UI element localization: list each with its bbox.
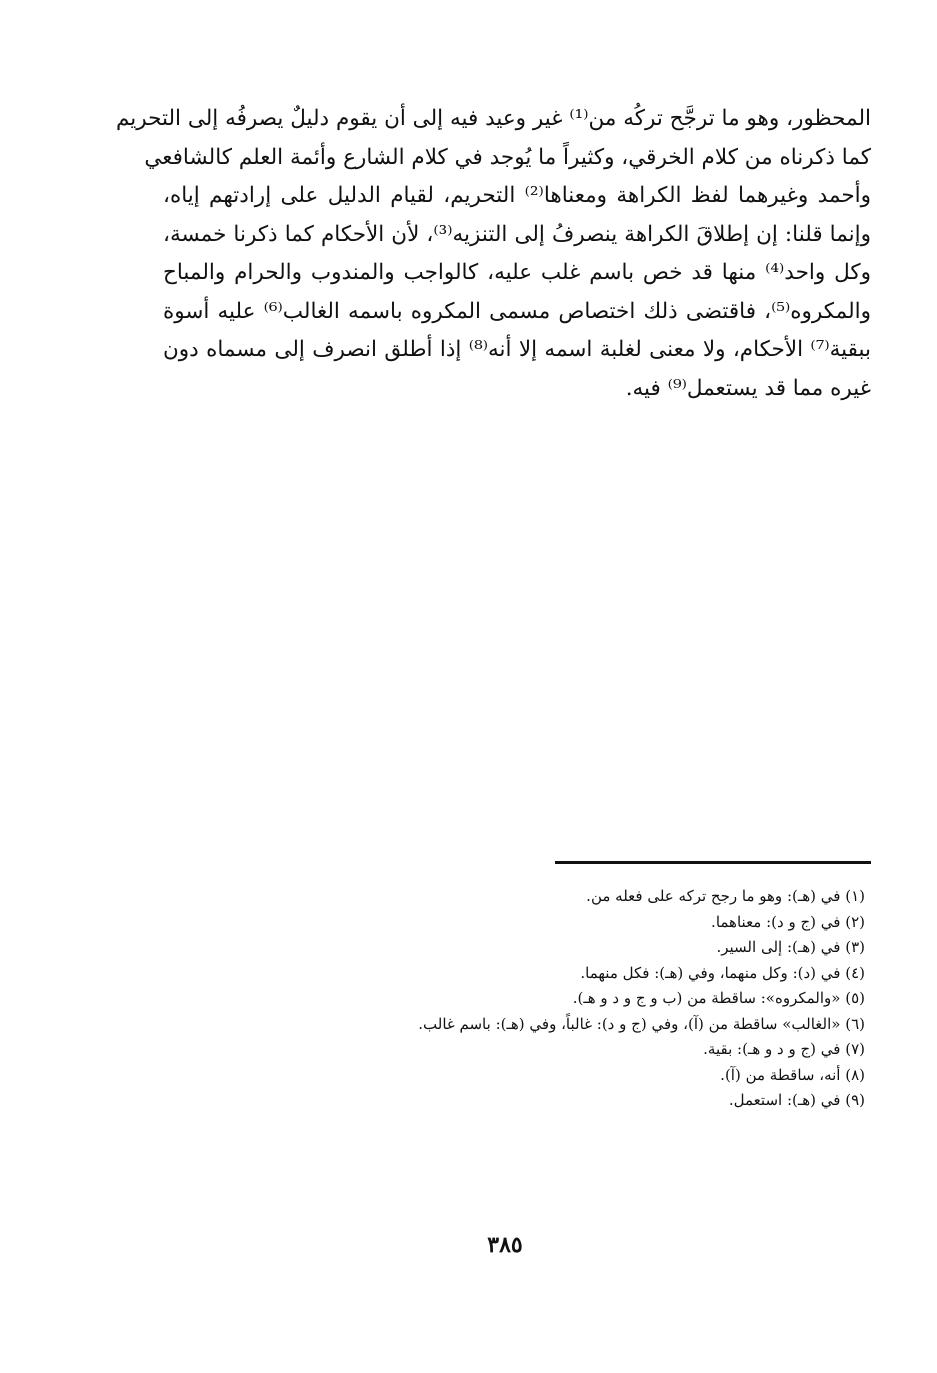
footnote-item: (١) في (هـ): وهو ما رجح تركه على فعله من. — [586, 887, 865, 905]
footnotes-list — [305, 884, 865, 1114]
page-number: ٣٨٥ — [487, 1232, 523, 1258]
footnote-item: (٢) في (ج و د): معناهما. — [711, 912, 865, 931]
footnote-item: (٧) في (ج و د و هـ): بقية. — [703, 1040, 865, 1058]
body-line: غيره مما قد يستعمل⁽⁹⁾ فيه. — [625, 375, 871, 401]
footnote-item: (٤) في (د): وكل منهما، وفي (هـ): فكل منهما. — [580, 963, 865, 982]
body-line: ببقية⁽⁷⁾ الأحكام، ولا معنى لغلبة اسمه إلا أنه⁽⁸⁾ إذا أطلق انصرف إلى مسماه دون — [163, 337, 871, 362]
footnote-item: (٩) في (هـ): استعمل. — [728, 1091, 865, 1109]
footnote-item: (٣) في (هـ): إلى السير. — [716, 938, 865, 956]
body-line: كما ذكرناه من كلام الخرقي، وكثيراً ما يُوجد في كلام الشارع وأئمة العلم كالشافعي — [144, 144, 871, 170]
footnote-divider — [555, 861, 871, 864]
body-line: وإنما قلنا: إن إطلاقَ الكراهة ينصرفُ إلى التنزيه⁽³⁾، لأن الأحكام كما ذكرنا خمسة، — [163, 221, 871, 247]
body-line: وأحمد وغيرهما لفظ الكراهة ومعناها⁽²⁾ التحريم، لقيام الدليل على إرادتهم إياه، — [163, 183, 871, 208]
body-line: والمكروه⁽⁵⁾، فاقتضى ذلك اختصاص مسمى المكروه باسمه الغالب⁽⁶⁾ عليه أسوة — [163, 298, 871, 324]
footnote-item: (٥) «والمكروه»: ساقطة من (ب و ج و د و هـ). — [572, 989, 865, 1007]
footnote-item: (٨) أنه، ساقطة من (آ). — [720, 1065, 865, 1084]
body-line: وكل واحد⁽⁴⁾ منها قد خص باسم غلب عليه، كالواجب والمندوب والحرام والمباح — [163, 260, 871, 285]
footnote-item: (٦) «الغالب» ساقطة من (آ)، وفي (ج و د): غالباً، وفي (هـ): باسم غالب. — [418, 1014, 865, 1033]
body-text — [115, 100, 871, 408]
body-line: المحظور، وهو ما ترجَّح تركُه من⁽¹⁾ غير وعيد فيه إلى أن يقوم دليلٌ يصرفُه إلى التحريم — [115, 106, 871, 131]
